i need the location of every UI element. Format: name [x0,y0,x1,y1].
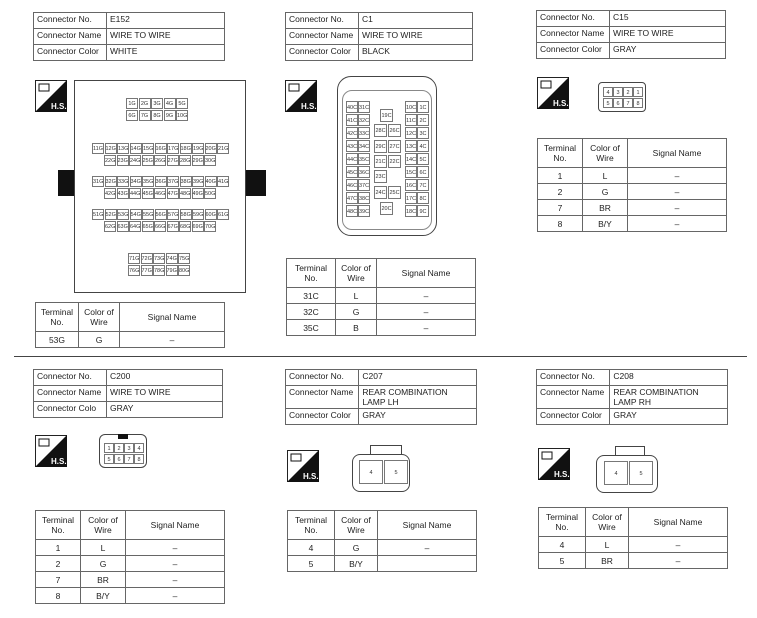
connector-color-value: BLACK [359,45,473,61]
connector-pin: 13G [117,143,129,154]
connector-pin: 2 [114,443,124,453]
connector-info-c200 [33,369,223,418]
connector-pin: 5 [629,461,653,485]
connector-pin: 10C [405,101,417,113]
connector-info-c207 [285,369,477,425]
connector-color-value: GRAY [107,402,223,418]
connector-pin: 35C [358,153,370,165]
harness-side-icon [287,450,319,482]
connector-pin: 46G [154,188,166,199]
header-signal-name: Signal Name [628,139,727,168]
label-connector-name: Connector Name [537,27,610,43]
connector-pin: 32G [105,176,117,187]
terminal-no: 1 [538,168,583,184]
connector-pin: 6 [613,98,623,108]
wire-color: B/Y [335,556,378,572]
connector-pin: 3 [613,87,623,97]
signal-name: – [377,288,476,304]
wire-color: L [583,168,628,184]
connector-pin: 29C [374,140,387,153]
connector-name-value: WIRE TO WIRE [107,386,223,402]
connector-pin: 3G [151,98,163,109]
connector-info-c15 [536,10,726,59]
connector-pin: 48G [179,188,191,199]
signal-name: – [629,553,728,569]
label-connector-no: Connector No. [537,370,610,386]
connector-pin: 73G [153,253,165,264]
connector-pin: 39C [358,205,370,217]
terminal-no: 4 [288,540,335,556]
connector-pin: 19C [380,109,393,122]
connector-pin: 43G [117,188,129,199]
signal-name: – [628,168,727,184]
connector-pin: 8 [633,98,643,108]
connector-pin: 5 [104,454,114,464]
signal-name: – [126,540,225,556]
connector-pin: 4C [417,140,429,152]
connector-pin: 15C [405,166,417,178]
connector-pin: 23C [374,170,387,183]
header-color-of-wire: Color of Wire [79,303,120,332]
connector-no-value: E152 [107,13,225,29]
connector-no-value: C208 [610,370,728,386]
wire-color: L [336,288,377,304]
connector-pin: 48C [346,205,358,217]
connector-pin: 4 [603,87,613,97]
connector-pin: 22C [388,155,401,168]
terminal-table-c200 [35,510,225,604]
connector-pin: 12C [405,127,417,139]
signal-name: – [629,537,728,553]
connector-pin: 24G [129,155,141,166]
connector-pin: 44C [346,153,358,165]
terminal-no: 7 [36,572,81,588]
connector-pin: 43C [346,140,358,152]
connector-color-value: GRAY [610,43,726,59]
connector-pin: 30G [204,155,216,166]
connector-pin: 9C [417,205,429,217]
connector-pin: 37G [167,176,179,187]
connector-pin: 80G [178,265,190,276]
connector-pin: 25G [142,155,154,166]
connector-pin: 63G [117,221,129,232]
label-connector-no: Connector No. [286,370,359,386]
table-row [36,588,225,604]
hs-label: H.S. [553,99,569,108]
wire-color: G [79,332,120,348]
terminal-no: 4 [539,537,586,553]
connector-pin: 4 [359,460,383,484]
connector-pin: 8C [417,192,429,204]
connector-pin: 47C [346,192,358,204]
connector-pin: 55G [142,209,154,220]
connector-pin: 42C [346,127,358,139]
connector-pin: 6C [417,166,429,178]
wire-color: B [336,320,377,336]
connector-pin: 6G [126,110,138,121]
connector-pin: 78G [153,265,165,276]
hs-label: H.S. [301,102,317,111]
label-connector-name: Connector Name [34,29,107,45]
connector-pin: 2 [623,87,633,97]
label-connector-name: Connector Name [286,386,359,409]
connector-pin: 4 [604,461,628,485]
connector-pin: 52G [105,209,117,220]
header-color-of-wire: Color of Wire [81,511,126,540]
connector-pin: 74G [166,253,178,264]
connector-c207-tab [370,445,402,454]
connector-no-value: C1 [359,13,473,29]
signal-name: – [628,200,727,216]
connector-pin: 25C [388,186,401,199]
connector-pin: 58G [180,209,192,220]
table-row [538,184,727,200]
connector-pin: 8G [151,110,163,121]
connector-c208-tab [615,446,645,455]
connector-pin: 53G [117,209,129,220]
connector-pin: 47G [167,188,179,199]
connector-pin: 62G [104,221,116,232]
connector-pin: 54G [130,209,142,220]
connector-pin: 61G [217,209,229,220]
terminal-no: 31C [287,288,336,304]
table-row [36,556,225,572]
signal-name: – [628,216,727,232]
section-divider [14,356,747,357]
connector-pin: 65G [142,221,154,232]
connector-pin: 3C [417,127,429,139]
connector-pin: 36C [358,166,370,178]
connector-name-value: REAR COMBINATION LAMP LH [359,386,477,409]
terminal-no: 2 [538,184,583,200]
harness-side-icon [35,80,67,112]
terminal-no: 1 [36,540,81,556]
connector-pin: 79G [166,265,178,276]
terminal-no: 7 [538,200,583,216]
connector-c200-key [118,434,128,439]
table-row [288,556,477,572]
connector-pin: 46C [346,179,358,191]
connector-pin: 45C [346,166,358,178]
wire-color: L [81,540,126,556]
connector-color-value: GRAY [610,409,728,425]
header-color-of-wire: Color of Wire [586,508,629,537]
connector-pin: 29G [192,155,204,166]
label-connector-no: Connector No. [286,13,359,29]
connector-pin: 28G [179,155,191,166]
header-signal-name: Signal Name [378,511,477,540]
connector-pin: 45G [142,188,154,199]
header-terminal-no: Terminal No. [539,508,586,537]
connector-pin: 44G [129,188,141,199]
connector-pin: 23G [117,155,129,166]
header-signal-name: Signal Name [377,259,476,288]
connector-pin: 16C [405,179,417,191]
signal-name: – [126,556,225,572]
connector-pin: 57G [167,209,179,220]
label-connector-name: Connector Name [286,29,359,45]
connector-pin: 75G [178,253,190,264]
connector-pin: 15G [142,143,154,154]
connector-pin: 24C [374,186,387,199]
connector-info-c208 [536,369,728,425]
connector-no-value: C15 [610,11,726,27]
connector-pin: 68G [179,221,191,232]
signal-name: – [126,572,225,588]
connector-pin: 31C [358,101,370,113]
hs-label: H.S. [554,470,570,479]
connector-pin: 32C [358,114,370,126]
connector-pin: 21C [374,155,387,168]
connector-pin: 7G [139,110,151,121]
connector-pin: 14C [405,153,417,165]
header-terminal-no: Terminal No. [36,511,81,540]
connector-info-c1 [285,12,473,61]
header-signal-name: Signal Name [629,508,728,537]
connector-pin: 14G [130,143,142,154]
connector-pin: 34G [130,176,142,187]
connector-pin: 19G [192,143,204,154]
connector-pin: 26C [388,124,401,137]
wire-color: B/Y [583,216,628,232]
connector-pin: 40G [205,176,217,187]
signal-name: – [378,540,477,556]
connector-pin: 35G [142,176,154,187]
signal-name [378,556,477,572]
connector-pin: 2G [139,98,151,109]
wire-color: BR [81,572,126,588]
label-connector-color: Connector Color [286,409,359,425]
header-terminal-no: Terminal No. [538,139,583,168]
connector-pin: 11C [405,114,417,126]
table-row [287,304,476,320]
label-connector-color: Connector Color [34,45,107,61]
connector-pin: 11G [92,143,104,154]
label-connector-no: Connector No. [537,11,610,27]
connector-pin: 6 [114,454,124,464]
connector-pin: 9G [164,110,176,121]
terminal-no: 5 [539,553,586,569]
hs-label: H.S. [51,457,67,466]
terminal-no: 32C [287,304,336,320]
connector-pin: 66G [154,221,166,232]
wire-color: BR [583,200,628,216]
connector-name-value: WIRE TO WIRE [359,29,473,45]
connector-pin: 10G [176,110,188,121]
connector-pin: 31G [92,176,104,187]
table-row [538,216,727,232]
table-row [539,553,728,569]
connector-pin: 1 [633,87,643,97]
table-row [539,537,728,553]
connector-pin: 1 [104,443,114,453]
connector-pin: 27C [388,140,401,153]
connector-pin: 18G [180,143,192,154]
connector-pin: 12G [105,143,117,154]
connector-pin: 28C [374,124,387,137]
connector-pin: 7C [417,179,429,191]
connector-pin: 49G [192,188,204,199]
connector-e152-latch-left [58,170,74,196]
terminal-no: 53G [36,332,79,348]
connector-pin: 5C [417,153,429,165]
connector-pin: 16G [155,143,167,154]
connector-pin: 72G [141,253,153,264]
connector-name-value: REAR COMBINATION LAMP RH [610,386,728,409]
table-row [288,540,477,556]
wire-color: G [583,184,628,200]
terminal-table-c207 [287,510,477,572]
table-row [538,168,727,184]
connector-pin: 64G [129,221,141,232]
label-connector-name: Connector Name [34,386,107,402]
connector-no-value: C200 [107,370,223,386]
connector-pin: 42G [104,188,116,199]
connector-pin: 60G [205,209,217,220]
label-connector-color: Connector Color [537,43,610,59]
connector-pin: 3 [124,443,134,453]
terminal-table-c208 [538,507,728,569]
harness-side-icon [538,448,570,480]
connector-pin: 41G [217,176,229,187]
header-signal-name: Signal Name [120,303,225,332]
connector-pin: 17C [405,192,417,204]
table-row [287,288,476,304]
connector-pin: 39G [192,176,204,187]
harness-side-icon [285,80,317,112]
header-signal-name: Signal Name [126,511,225,540]
terminal-no: 8 [538,216,583,232]
wire-color: L [586,537,629,553]
header-color-of-wire: Color of Wire [583,139,628,168]
connector-pin: 70G [204,221,216,232]
terminal-no: 2 [36,556,81,572]
connector-info-e152 [33,12,225,61]
header-color-of-wire: Color of Wire [335,511,378,540]
header-terminal-no: Terminal No. [287,259,336,288]
terminal-no: 35C [287,320,336,336]
table-row [36,572,225,588]
connector-name-value: WIRE TO WIRE [610,27,726,43]
table-row [36,332,225,348]
connector-pin: 69G [192,221,204,232]
connector-pin: 4G [164,98,176,109]
connector-pin: 38G [180,176,192,187]
harness-side-icon [537,77,569,109]
terminal-table-c15 [537,138,727,232]
connector-pin: 13C [405,140,417,152]
connector-pin: 59G [192,209,204,220]
header-color-of-wire: Color of Wire [336,259,377,288]
connector-pin: 51G [92,209,104,220]
connector-pin: 5G [176,98,188,109]
connector-pin: 22G [104,155,116,166]
label-connector-name: Connector Name [537,386,610,409]
signal-name: – [377,304,476,320]
connector-pin: 37C [358,179,370,191]
header-terminal-no: Terminal No. [36,303,79,332]
connector-pin: 33C [358,127,370,139]
connector-pin: 20G [205,143,217,154]
label-connector-color: Connector Colo [34,402,107,418]
connector-pin: 56G [155,209,167,220]
connector-color-value: WHITE [107,45,225,61]
connector-pin: 71G [128,253,140,264]
connector-e152-latch-right [246,170,266,196]
connector-pin: 33G [117,176,129,187]
harness-side-icon [35,435,67,467]
connector-pin: 36G [155,176,167,187]
connector-pin: 50G [204,188,216,199]
wire-color: G [336,304,377,320]
header-terminal-no: Terminal No. [288,511,335,540]
hs-label: H.S. [303,472,319,481]
terminal-no: 8 [36,588,81,604]
connector-pin: 17G [167,143,179,154]
label-connector-no: Connector No. [34,370,107,386]
connector-pin: 34C [358,140,370,152]
signal-name: – [628,184,727,200]
connector-pin: 38C [358,192,370,204]
connector-color-value: GRAY [359,409,477,425]
table-row [287,320,476,336]
wire-color: B/Y [81,588,126,604]
label-connector-color: Connector Color [537,409,610,425]
wire-color: G [335,540,378,556]
signal-name: – [377,320,476,336]
connector-pin: 1G [126,98,138,109]
wire-color: G [81,556,126,572]
connector-pin: 77G [141,265,153,276]
connector-pin: 7 [623,98,633,108]
terminal-table-e152 [35,302,225,348]
connector-pin: 20C [380,202,393,215]
connector-pin: 2C [417,114,429,126]
connector-pin: 27G [167,155,179,166]
connector-pin: 1C [417,101,429,113]
terminal-table-c1 [286,258,476,336]
connector-pin: 4 [134,443,144,453]
connector-pin: 67G [167,221,179,232]
connector-pin: 41C [346,114,358,126]
label-connector-color: Connector Color [286,45,359,61]
table-row [538,200,727,216]
connector-pin: 7 [124,454,134,464]
wire-color: BR [586,553,629,569]
signal-name: – [120,332,225,348]
label-connector-no: Connector No. [34,13,107,29]
connector-pin: 18C [405,205,417,217]
table-row [36,540,225,556]
connector-pin: 26G [154,155,166,166]
hs-label: H.S. [51,102,67,111]
connector-pin: 5 [384,460,408,484]
connector-pin: 76G [128,265,140,276]
connector-pin: 8 [134,454,144,464]
terminal-no: 5 [288,556,335,572]
connector-pin: 40C [346,101,358,113]
signal-name: – [126,588,225,604]
connector-name-value: WIRE TO WIRE [107,29,225,45]
connector-pin: 21G [217,143,229,154]
connector-pin: 5 [603,98,613,108]
connector-no-value: C207 [359,370,477,386]
